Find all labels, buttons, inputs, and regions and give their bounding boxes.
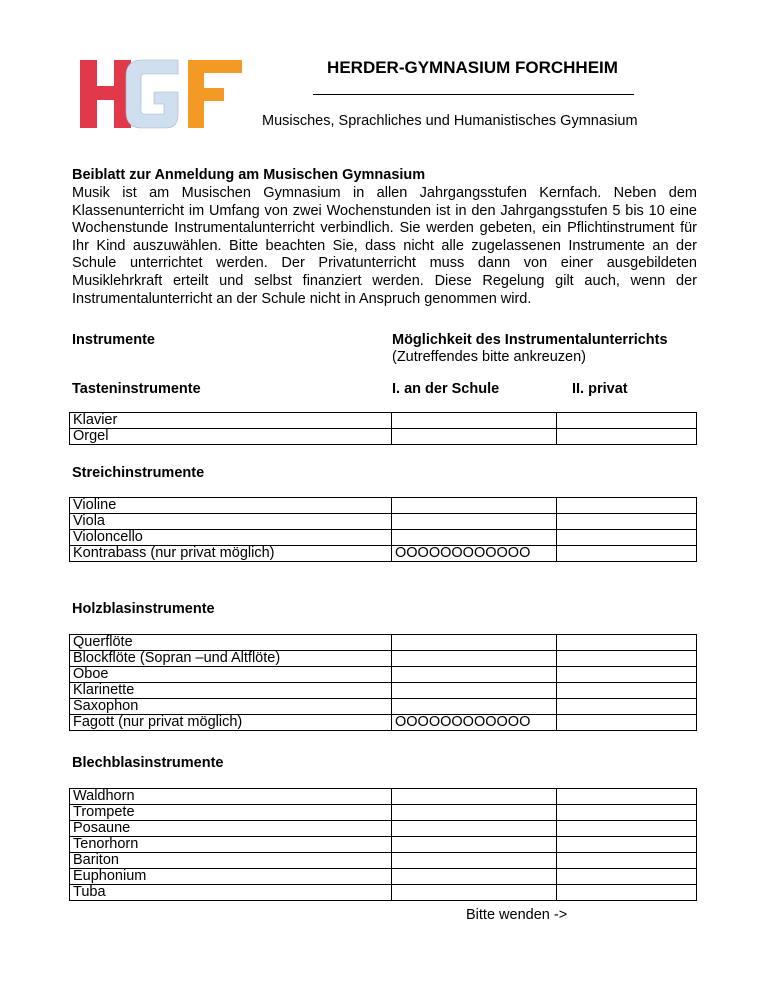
instrument-name: Waldhorn: [70, 789, 392, 805]
table-row: [70, 715, 697, 731]
instrument-name: Klavier: [70, 413, 392, 429]
table-row: [70, 413, 697, 429]
instrument-name: Euphonium: [70, 869, 392, 885]
column-header-moeglichkeit: Möglichkeit des Instrumentalunterrichts: [392, 332, 668, 348]
instrument-name: Fagott (nur privat möglich): [70, 715, 392, 731]
instrument-name: Oboe: [70, 667, 392, 683]
instrument-name: Klarinette: [70, 683, 392, 699]
checkbox-cell-schule[interactable]: [392, 413, 557, 429]
section-title-streichinstrumente: Streichinstrumente: [72, 465, 205, 481]
bitte-wenden-note: Bitte wenden ->: [466, 907, 568, 923]
column-header-schule: I. an der Schule: [392, 381, 500, 397]
checkbox-cell-schule[interactable]: OOOOOOOOOOOO: [392, 546, 557, 562]
checkbox-cell-schule[interactable]: [392, 683, 557, 699]
checkbox-cell-privat[interactable]: [557, 429, 697, 445]
column-header-instrumente: Instrumente: [72, 332, 155, 348]
checkbox-cell-privat[interactable]: [557, 821, 697, 837]
checkbox-cell-schule[interactable]: [392, 530, 557, 546]
table-tasteninstrumente: [69, 412, 697, 445]
title-underline: [313, 94, 634, 95]
table-row: [70, 546, 697, 562]
checkbox-cell-privat[interactable]: [557, 530, 697, 546]
checkbox-cell-schule[interactable]: [392, 651, 557, 667]
instrument-name: Kontrabass (nur privat möglich): [70, 546, 392, 562]
checkbox-cell-privat[interactable]: [557, 413, 697, 429]
instrument-name: Tenorhorn: [70, 837, 392, 853]
table-row: [70, 429, 697, 445]
instrument-name: Blockflöte (Sopran –und Altflöte): [70, 651, 392, 667]
table-row: [70, 635, 697, 651]
table-row: [70, 805, 697, 821]
intro-paragraph: Musik ist am Musischen Gymnasium in allen Jahrgangsstufen Kernfach. Neben dem Klassenunterricht im Umfang von zwei Wochenstunden ist in den Jahrgangsstufen 5 bis 10 eine Wochenstunde Instrumentalunterricht verbindlich. Sie werden gebeten, ein Pflichtinstrument für Ihr Kind auszuwählen. Bitte beachten Sie, dass nicht alle zugelassenen Instrumente an der Schule unterrichtet werden. Der Privatunterricht muss dann von einer ausgebildeten Musiklehrkraft erteilt und selbst finanziert werden. Diese Regelung gilt auch, wenn der Instrumentalunterricht an der Schule nicht in Anspruch genommen wird.: [72, 185, 697, 307]
table-row: [70, 667, 697, 683]
checkbox-cell-privat[interactable]: [557, 837, 697, 853]
checkbox-cell-privat[interactable]: [557, 514, 697, 530]
logo-letter-g: [126, 60, 178, 128]
checkbox-cell-privat[interactable]: [557, 699, 697, 715]
table-row: [70, 651, 697, 667]
table-row: [70, 498, 697, 514]
checkbox-cell-privat[interactable]: [557, 667, 697, 683]
checkbox-cell-privat[interactable]: [557, 853, 697, 869]
checkbox-cell-schule[interactable]: [392, 667, 557, 683]
instrument-name: Violine: [70, 498, 392, 514]
table-holzblasinstrumente: [69, 634, 697, 731]
table-row: [70, 514, 697, 530]
checkbox-cell-privat[interactable]: [557, 885, 697, 901]
table-row: [70, 530, 697, 546]
checkbox-cell-schule[interactable]: [392, 699, 557, 715]
school-name: HERDER-GYMNASIUM FORCHHEIM: [327, 58, 618, 77]
section-title-holzblasinstrumente: Holzblasinstrumente: [72, 601, 215, 617]
checkbox-cell-privat[interactable]: [557, 683, 697, 699]
section-title-tasteninstrumente: Tasteninstrumente: [72, 381, 201, 397]
school-subtitle: Musisches, Sprachliches und Humanistisches Gymnasium: [262, 113, 638, 129]
table-blechblasinstrumente: [69, 788, 697, 901]
table-row: [70, 683, 697, 699]
section-title-blechblasinstrumente: Blechblasinstrumente: [72, 755, 224, 771]
logo-text: HGF: [80, 58, 83, 59]
table-row: [70, 869, 697, 885]
checkbox-cell-schule[interactable]: [392, 853, 557, 869]
instrument-name: Viola: [70, 514, 392, 530]
instrument-name: Violoncello: [70, 530, 392, 546]
checkbox-cell-schule[interactable]: [392, 429, 557, 445]
checkbox-cell-schule[interactable]: [392, 805, 557, 821]
table-row: [70, 789, 697, 805]
checkbox-cell-privat[interactable]: [557, 715, 697, 731]
column-header-privat: II. privat: [572, 381, 628, 397]
instrument-name: Bariton: [70, 853, 392, 869]
checkbox-cell-schule[interactable]: [392, 821, 557, 837]
checkbox-cell-schule[interactable]: [392, 869, 557, 885]
checkbox-cell-privat[interactable]: [557, 805, 697, 821]
checkbox-cell-schule[interactable]: [392, 885, 557, 901]
checkbox-cell-schule[interactable]: [392, 514, 557, 530]
table-row: [70, 821, 697, 837]
checkbox-cell-privat[interactable]: [557, 635, 697, 651]
hgf-logo: [80, 58, 244, 130]
checkbox-cell-schule[interactable]: [392, 498, 557, 514]
column-header-hint: (Zutreffendes bitte ankreuzen): [392, 349, 586, 365]
checkbox-cell-privat[interactable]: [557, 789, 697, 805]
checkbox-cell-privat[interactable]: [557, 546, 697, 562]
logo-letter-f: [188, 60, 242, 128]
instrument-name: Tuba: [70, 885, 392, 901]
checkbox-cell-schule[interactable]: [392, 635, 557, 651]
instrument-name: Querflöte: [70, 635, 392, 651]
instrument-name: Saxophon: [70, 699, 392, 715]
table-row: [70, 699, 697, 715]
instrument-name: Orgel: [70, 429, 392, 445]
intro-title: Beiblatt zur Anmeldung am Musischen Gymnasium: [72, 167, 426, 183]
checkbox-cell-schule[interactable]: OOOOOOOOOOOO: [392, 715, 557, 731]
checkbox-cell-privat[interactable]: [557, 498, 697, 514]
table-row: [70, 837, 697, 853]
checkbox-cell-privat[interactable]: [557, 869, 697, 885]
checkbox-cell-schule[interactable]: [392, 789, 557, 805]
table-row: [70, 853, 697, 869]
logo-letter-h: [80, 60, 131, 128]
checkbox-cell-schule[interactable]: [392, 837, 557, 853]
table-streichinstrumente: [69, 497, 697, 562]
checkbox-cell-privat[interactable]: [557, 651, 697, 667]
table-row: [70, 885, 697, 901]
instrument-name: Posaune: [70, 821, 392, 837]
instrument-name: Trompete: [70, 805, 392, 821]
